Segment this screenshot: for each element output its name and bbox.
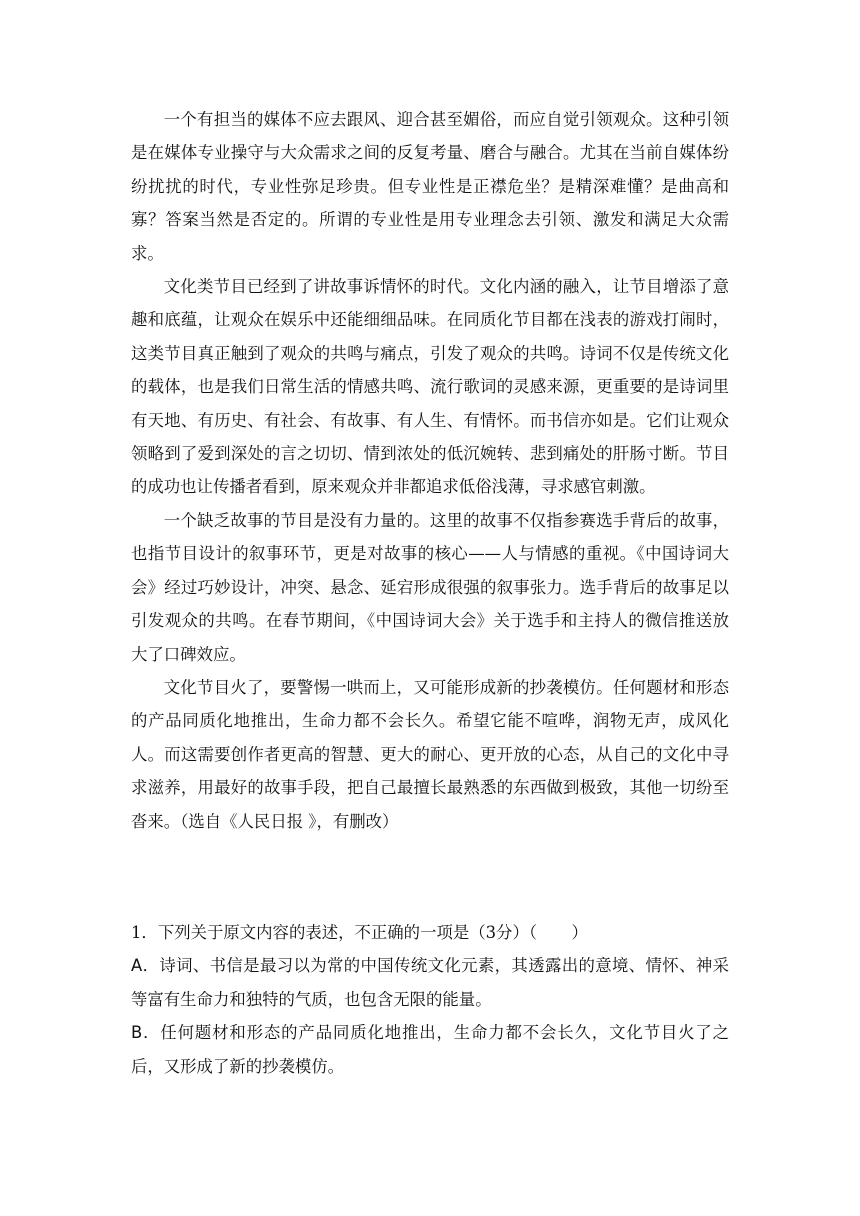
option-b-text: ．任何题材和形态的产品同质化地推出，生命力都不会长久，文化节目火了之后，又形成了新的抄袭模仿。 <box>131 1023 729 1076</box>
reading-passage <box>131 103 729 838</box>
option-a <box>131 949 729 1016</box>
option-a-text: ．诗词、书信是最习以为常的中国传统文化元素，其透露出的意境、情怀、神采等富有生命力和独特的气质，也包含无限的能量。 <box>131 956 729 1009</box>
passage-paragraph-4: 文化节目火了，要警惕一哄而上，又可能形成新的抄袭模仿。任何题材和形态的产品同质化地推出，生命力都不会长久。希望它能不喧哗，润物无声，成风化人。而这需要创作者更高的智慧、更大的耐心、更开放的心态，从自己的文化中寻求滋养，用最好的故事手段，把自己最擅长最熟悉的东西做到极致，其他一切纷至沓来。（选自《人民日报 》，有删改） <box>131 677 729 831</box>
question-stem <box>131 916 729 949</box>
passage-paragraph-1: 一个有担当的媒体不应去跟风、迎合甚至媚俗，而应自觉引领观众。这种引领是在媒体专业操守与大众需求之间的反复考量、磨合与融合。尤其在当前自媒体纷纷扰扰的时代，专业性弥足珍贵。但专业性是正襟危坐？是精深难懂？是曲高和寡？答案当然是否定的。所谓的专业性是用专业理念去引领、激发和满足大众需求。 <box>131 110 729 263</box>
option-b <box>131 1016 729 1083</box>
question-1 <box>131 916 729 1083</box>
option-b-label: B <box>131 1023 143 1043</box>
passage-paragraph-2: 文化类节目已经到了讲故事诉情怀的时代。文化内涵的融入，让节目增添了意趣和底蕴，让观众在娱乐中还能细细品味。在同质化节目都在浅表的游戏打闹时，这类节目真正触到了观众的共鸣与痛点，引发了观众的共鸣。诗词不仅是传统文化的载体，也是我们日常生活的情感共鸣、流行歌词的灵感来源，更重要的是诗词里有天地、有历史、有社会、有故事、有人生、有情怀。而书信亦如是。它们让观众领略到了爱到深处的言之切切、情到浓处的低沉婉转、悲到痛处的肝肠寸断。节目的成功也让传播者看到，原来观众并非都追求低俗浅薄，寻求感官刺激。 <box>131 277 729 497</box>
question-stem-close: ） <box>571 923 588 942</box>
question-stem-text: 1．下列关于原文内容的表述，不正确的一项是（3分）（ <box>131 923 538 942</box>
passage-paragraph-3: 一个缺乏故事的节目是没有力量的。这里的故事不仅指参赛选手背后的故事，也指节目设计的叙事环节，更是对故事的核心——人与情感的重视。《中国诗词大会》经过巧妙设计，冲突、悬念、延宕形成很强的叙事张力。选手背后的故事足以引发观众的共鸣。在春节期间，《中国诗词大会》关于选手和主持人的微信推送放大了口碑效应。 <box>131 510 729 664</box>
option-a-label: A <box>131 956 143 976</box>
